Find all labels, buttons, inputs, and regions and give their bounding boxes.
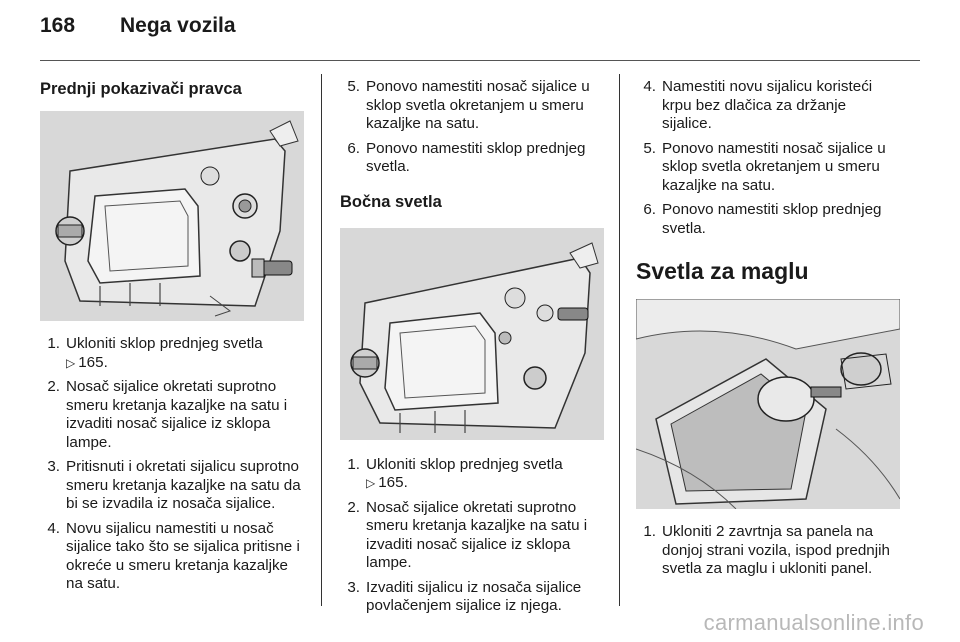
- column-3: [636, 74, 900, 585]
- page-reference-link[interactable]: ▷ 165.: [66, 353, 108, 371]
- header-divider: [40, 60, 920, 61]
- list-item: 6. Ponovo namestiti sklop prednjeg svetla.: [643, 201, 882, 237]
- steps-list-continued: [636, 78, 900, 238]
- list-item: 4. Namestiti novu sijalicu koristeći krpu bez dlačica za držanje sijalice.: [643, 78, 873, 132]
- list-item: 1. Ukloniti 2 zavrtnja sa panela na donjoj strani vozila, ispod prednjih svetla za maglu i ukloniti panel.: [643, 523, 890, 577]
- page-title: Nega vozila: [120, 14, 236, 37]
- list-item: 1. Ukloniti sklop prednjeg svetla ▷ 165.: [340, 456, 604, 493]
- list-item: 3. Pritisnuti i okretati sijalicu suprotno smeru kretanja kazaljke na satu da bi se izvadila iz nosača sijalice.: [47, 458, 301, 512]
- fog-light-illustration: [636, 299, 900, 509]
- list-item: 3. Izvaditi sijalicu iz nosača sijalice povlačenjem sijalice iz njega.: [347, 578, 582, 614]
- column-divider: [619, 74, 620, 606]
- list-item: 6. Ponovo namestiti sklop prednjeg svetla.: [347, 139, 586, 175]
- triangle-right-icon: ▷: [366, 476, 376, 490]
- list-item: 2. Nosač sijalice okretati suprotno smeru kretanja kazaljke na satu i izvaditi nosač sijalice iz sklopa lampe.: [347, 498, 588, 571]
- section-title-side-lights: Bočna svetla: [340, 192, 442, 211]
- headlamp-rear-illustration: [40, 111, 304, 321]
- section-title-turn-signals: Prednji pokazivači pravca: [40, 80, 242, 98]
- triangle-right-icon: ▷: [66, 355, 76, 370]
- steps-list: [340, 456, 604, 616]
- list-item: 5. Ponovo namestiti nosač sijalice u sklop svetla okretanjem u smeru kazaljke na satu.: [643, 139, 886, 194]
- page-header: [40, 14, 236, 44]
- list-item: 5. Ponovo namestiti nosač sijalice u sklop svetla okretanjem u smeru kazaljke na satu.: [347, 78, 590, 132]
- section-title-fog-lights: Svetla za maglu: [636, 258, 809, 284]
- steps-list: [636, 523, 900, 579]
- list-item: 1. Ukloniti sklop prednjeg svetla ▷ 165.: [40, 335, 304, 372]
- watermark: carmanualsonline.info: [703, 610, 924, 635]
- steps-list: [40, 335, 304, 594]
- column-divider: [321, 74, 322, 606]
- list-item: 2. Nosač sijalice okretati suprotno smeru kretanja kazaljke na satu i izvaditi nosač sijalice iz sklopa lampe.: [47, 378, 288, 451]
- steps-list-continued: [340, 78, 604, 177]
- list-item: 4. Novu sijalicu namestiti u nosač sijalice tako što se sijalica pritisne i okreće u smeru kretanja kazaljke na satu.: [47, 519, 300, 592]
- column-2: [340, 74, 604, 622]
- page-reference-link[interactable]: ▷ 165.: [366, 474, 408, 491]
- column-1: [40, 74, 304, 600]
- page-number: 168: [40, 14, 76, 37]
- side-light-illustration: [340, 228, 604, 440]
